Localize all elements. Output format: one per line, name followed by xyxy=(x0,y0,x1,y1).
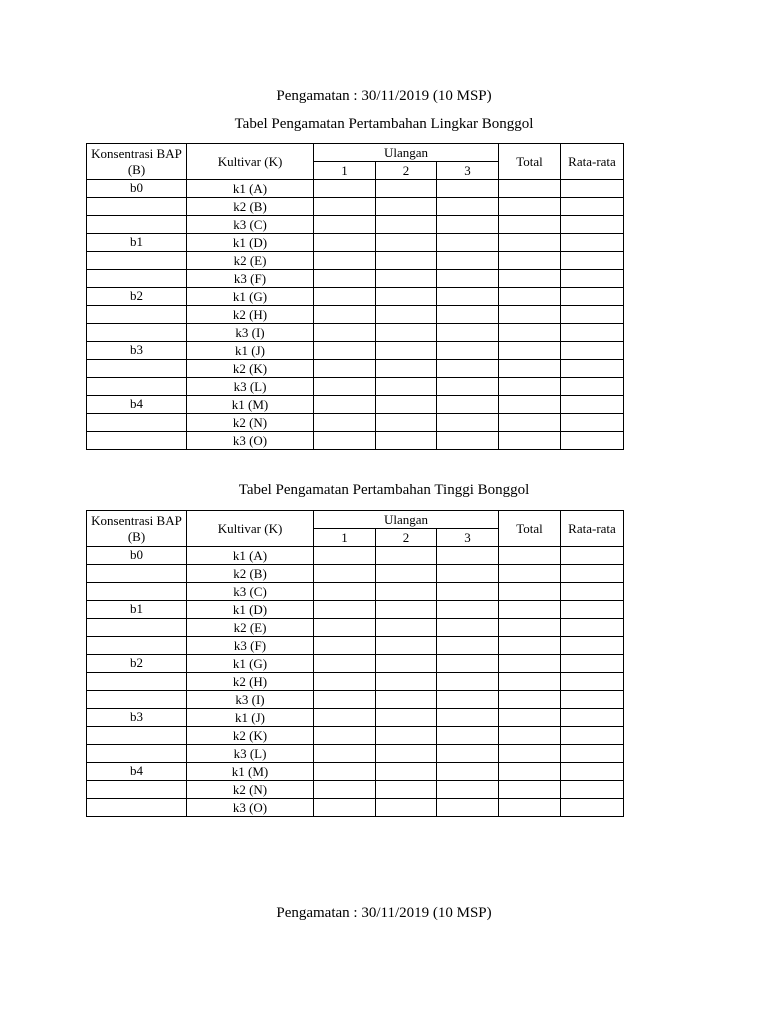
cell-ulangan-2 xyxy=(376,216,437,234)
cell-total xyxy=(499,432,561,450)
cell-ulangan-1 xyxy=(314,324,376,342)
cell-kultivar: k1 (A) xyxy=(187,547,314,565)
cell-ulangan-1 xyxy=(314,414,376,432)
cell-ulangan-2 xyxy=(376,583,437,601)
table-title-tinggi: Tabel Pengamatan Pertambahan Tinggi Bonggol xyxy=(238,482,530,498)
cell-rata-rata xyxy=(561,234,624,252)
header-ulangan: Ulangan xyxy=(314,144,499,162)
cell-kultivar: k3 (I) xyxy=(187,691,314,709)
cell-konsentrasi xyxy=(87,270,187,288)
cell-ulangan-3 xyxy=(437,763,499,781)
cell-ulangan-1 xyxy=(314,288,376,306)
table-row xyxy=(87,745,624,763)
cell-konsentrasi xyxy=(87,198,187,216)
table-row xyxy=(87,414,624,432)
cell-konsentrasi: b1 xyxy=(87,601,187,619)
cell-ulangan-3 xyxy=(437,547,499,565)
cell-kultivar: k3 (F) xyxy=(187,270,314,288)
cell-konsentrasi: b2 xyxy=(87,288,187,306)
cell-kultivar: k2 (B) xyxy=(187,198,314,216)
cell-konsentrasi xyxy=(87,378,187,396)
cell-total xyxy=(499,547,561,565)
table-row xyxy=(87,655,624,673)
cell-rata-rata xyxy=(561,655,624,673)
cell-ulangan-1 xyxy=(314,547,376,565)
cell-ulangan-3 xyxy=(437,342,499,360)
cell-ulangan-3 xyxy=(437,324,499,342)
cell-total xyxy=(499,270,561,288)
cell-rata-rata xyxy=(561,583,624,601)
table-row xyxy=(87,583,624,601)
cell-total xyxy=(499,799,561,817)
cell-ulangan-2 xyxy=(376,342,437,360)
cell-rata-rata xyxy=(561,342,624,360)
cell-ulangan-1 xyxy=(314,709,376,727)
cell-ulangan-2 xyxy=(376,396,437,414)
cell-kultivar: k2 (B) xyxy=(187,565,314,583)
cell-rata-rata xyxy=(561,781,624,799)
header-ulangan-2: 2 xyxy=(376,162,437,180)
cell-ulangan-2 xyxy=(376,414,437,432)
cell-rata-rata xyxy=(561,619,624,637)
cell-rata-rata xyxy=(561,637,624,655)
cell-rata-rata xyxy=(561,378,624,396)
table-row xyxy=(87,270,624,288)
cell-konsentrasi xyxy=(87,306,187,324)
cell-ulangan-3 xyxy=(437,727,499,745)
cell-konsentrasi: b4 xyxy=(87,396,187,414)
cell-rata-rata xyxy=(561,180,624,198)
cell-ulangan-2 xyxy=(376,637,437,655)
header-ulangan: Ulangan xyxy=(314,511,499,529)
table-row xyxy=(87,396,624,414)
cell-rata-rata xyxy=(561,691,624,709)
table-row xyxy=(87,180,624,198)
cell-konsentrasi xyxy=(87,414,187,432)
cell-ulangan-2 xyxy=(376,288,437,306)
cell-total xyxy=(499,565,561,583)
cell-ulangan-3 xyxy=(437,781,499,799)
cell-ulangan-3 xyxy=(437,673,499,691)
cell-konsentrasi xyxy=(87,432,187,450)
cell-total xyxy=(499,360,561,378)
cell-total xyxy=(499,583,561,601)
cell-rata-rata xyxy=(561,288,624,306)
table-row xyxy=(87,565,624,583)
cell-ulangan-3 xyxy=(437,619,499,637)
cell-total xyxy=(499,673,561,691)
header-row xyxy=(87,144,624,162)
header-konsentrasi: Konsentrasi BAP (B) xyxy=(87,511,187,547)
cell-rata-rata xyxy=(561,324,624,342)
cell-rata-rata xyxy=(561,547,624,565)
cell-kultivar: k2 (N) xyxy=(187,781,314,799)
cell-kultivar: k3 (I) xyxy=(187,324,314,342)
cell-ulangan-2 xyxy=(376,234,437,252)
cell-konsentrasi xyxy=(87,583,187,601)
cell-kultivar: k2 (E) xyxy=(187,252,314,270)
cell-ulangan-1 xyxy=(314,781,376,799)
cell-ulangan-3 xyxy=(437,637,499,655)
cell-konsentrasi xyxy=(87,799,187,817)
table-row xyxy=(87,306,624,324)
cell-ulangan-1 xyxy=(314,601,376,619)
cell-kultivar: k2 (N) xyxy=(187,414,314,432)
cell-ulangan-2 xyxy=(376,673,437,691)
cell-rata-rata xyxy=(561,565,624,583)
cell-ulangan-2 xyxy=(376,547,437,565)
cell-ulangan-2 xyxy=(376,432,437,450)
cell-kultivar: k2 (H) xyxy=(187,673,314,691)
cell-total xyxy=(499,619,561,637)
cell-ulangan-3 xyxy=(437,745,499,763)
table-lingkar-bonggol xyxy=(86,143,624,450)
cell-total xyxy=(499,378,561,396)
cell-ulangan-2 xyxy=(376,799,437,817)
cell-ulangan-3 xyxy=(437,306,499,324)
cell-total xyxy=(499,781,561,799)
cell-ulangan-3 xyxy=(437,270,499,288)
cell-konsentrasi xyxy=(87,673,187,691)
cell-ulangan-3 xyxy=(437,565,499,583)
cell-konsentrasi xyxy=(87,360,187,378)
cell-kultivar: k1 (D) xyxy=(187,601,314,619)
cell-konsentrasi xyxy=(87,216,187,234)
table-row xyxy=(87,234,624,252)
cell-ulangan-1 xyxy=(314,342,376,360)
cell-ulangan-1 xyxy=(314,396,376,414)
cell-rata-rata xyxy=(561,727,624,745)
cell-ulangan-1 xyxy=(314,180,376,198)
cell-ulangan-1 xyxy=(314,565,376,583)
cell-rata-rata xyxy=(561,601,624,619)
cell-total xyxy=(499,252,561,270)
cell-total xyxy=(499,709,561,727)
cell-ulangan-1 xyxy=(314,432,376,450)
cell-ulangan-1 xyxy=(314,673,376,691)
cell-kultivar: k3 (F) xyxy=(187,637,314,655)
table-row xyxy=(87,198,624,216)
cell-total xyxy=(499,324,561,342)
cell-konsentrasi: b0 xyxy=(87,180,187,198)
header-ulangan-1: 1 xyxy=(314,162,376,180)
cell-kultivar: k2 (E) xyxy=(187,619,314,637)
cell-total xyxy=(499,745,561,763)
cell-ulangan-1 xyxy=(314,727,376,745)
cell-ulangan-2 xyxy=(376,198,437,216)
page-heading-bottom: Pengamatan : 30/11/2019 (10 MSP) xyxy=(276,905,492,921)
cell-ulangan-1 xyxy=(314,763,376,781)
table-row xyxy=(87,781,624,799)
cell-rata-rata xyxy=(561,198,624,216)
cell-ulangan-2 xyxy=(376,745,437,763)
cell-ulangan-2 xyxy=(376,378,437,396)
cell-kultivar: k1 (D) xyxy=(187,234,314,252)
cell-rata-rata xyxy=(561,763,624,781)
cell-konsentrasi: b2 xyxy=(87,655,187,673)
cell-ulangan-3 xyxy=(437,799,499,817)
cell-konsentrasi: b0 xyxy=(87,547,187,565)
cell-rata-rata xyxy=(561,673,624,691)
cell-kultivar: k3 (O) xyxy=(187,799,314,817)
table-row xyxy=(87,324,624,342)
cell-ulangan-2 xyxy=(376,691,437,709)
table-row xyxy=(87,252,624,270)
cell-ulangan-3 xyxy=(437,378,499,396)
cell-konsentrasi xyxy=(87,691,187,709)
cell-kultivar: k3 (L) xyxy=(187,378,314,396)
header-row xyxy=(87,511,624,529)
cell-ulangan-2 xyxy=(376,709,437,727)
table-row xyxy=(87,288,624,306)
cell-konsentrasi: b3 xyxy=(87,342,187,360)
cell-ulangan-1 xyxy=(314,619,376,637)
cell-rata-rata xyxy=(561,252,624,270)
table-row xyxy=(87,637,624,655)
cell-total xyxy=(499,727,561,745)
cell-ulangan-2 xyxy=(376,727,437,745)
cell-ulangan-2 xyxy=(376,306,437,324)
cell-ulangan-1 xyxy=(314,378,376,396)
table-row xyxy=(87,799,624,817)
cell-rata-rata xyxy=(561,360,624,378)
cell-ulangan-1 xyxy=(314,655,376,673)
cell-konsentrasi xyxy=(87,324,187,342)
cell-ulangan-2 xyxy=(376,270,437,288)
cell-ulangan-2 xyxy=(376,360,437,378)
cell-rata-rata xyxy=(561,216,624,234)
cell-ulangan-3 xyxy=(437,601,499,619)
cell-konsentrasi: b3 xyxy=(87,709,187,727)
cell-ulangan-3 xyxy=(437,691,499,709)
table-row xyxy=(87,601,624,619)
cell-kultivar: k3 (C) xyxy=(187,583,314,601)
cell-ulangan-1 xyxy=(314,270,376,288)
header-rata-rata: Rata-rata xyxy=(561,511,624,547)
cell-ulangan-3 xyxy=(437,234,499,252)
cell-kultivar: k2 (H) xyxy=(187,306,314,324)
cell-ulangan-1 xyxy=(314,637,376,655)
cell-kultivar: k2 (K) xyxy=(187,360,314,378)
header-konsentrasi: Konsentrasi BAP (B) xyxy=(87,144,187,180)
cell-ulangan-1 xyxy=(314,745,376,763)
cell-ulangan-3 xyxy=(437,709,499,727)
cell-kultivar: k2 (K) xyxy=(187,727,314,745)
cell-ulangan-3 xyxy=(437,288,499,306)
cell-total xyxy=(499,655,561,673)
cell-ulangan-3 xyxy=(437,583,499,601)
cell-total xyxy=(499,601,561,619)
cell-kultivar: k1 (G) xyxy=(187,288,314,306)
cell-rata-rata xyxy=(561,414,624,432)
cell-kultivar: k3 (C) xyxy=(187,216,314,234)
cell-ulangan-3 xyxy=(437,414,499,432)
cell-total xyxy=(499,396,561,414)
cell-kultivar: k1 (A) xyxy=(187,180,314,198)
cell-ulangan-3 xyxy=(437,360,499,378)
table-row xyxy=(87,432,624,450)
cell-ulangan-1 xyxy=(314,252,376,270)
header-kultivar: Kultivar (K) xyxy=(187,511,314,547)
cell-kultivar: k1 (M) xyxy=(187,396,314,414)
header-rata-rata: Rata-rata xyxy=(561,144,624,180)
cell-konsentrasi xyxy=(87,619,187,637)
cell-ulangan-2 xyxy=(376,252,437,270)
cell-rata-rata xyxy=(561,306,624,324)
table-row xyxy=(87,691,624,709)
cell-ulangan-3 xyxy=(437,432,499,450)
cell-ulangan-2 xyxy=(376,565,437,583)
cell-ulangan-1 xyxy=(314,234,376,252)
page-heading-top: Pengamatan : 30/11/2019 (10 MSP) xyxy=(276,88,492,104)
table-title-lingkar: Tabel Pengamatan Pertambahan Lingkar Bonggol xyxy=(234,116,534,132)
cell-kultivar: k1 (G) xyxy=(187,655,314,673)
cell-ulangan-1 xyxy=(314,306,376,324)
cell-konsentrasi xyxy=(87,781,187,799)
cell-konsentrasi xyxy=(87,637,187,655)
table-tinggi-bonggol xyxy=(86,510,624,817)
cell-ulangan-3 xyxy=(437,198,499,216)
cell-kultivar: k1 (J) xyxy=(187,342,314,360)
cell-rata-rata xyxy=(561,799,624,817)
cell-ulangan-1 xyxy=(314,799,376,817)
cell-konsentrasi xyxy=(87,727,187,745)
cell-ulangan-2 xyxy=(376,324,437,342)
header-total: Total xyxy=(499,144,561,180)
cell-rata-rata xyxy=(561,745,624,763)
cell-total xyxy=(499,637,561,655)
cell-konsentrasi: b1 xyxy=(87,234,187,252)
cell-ulangan-2 xyxy=(376,655,437,673)
cell-rata-rata xyxy=(561,709,624,727)
cell-kultivar: k1 (J) xyxy=(187,709,314,727)
cell-kultivar: k3 (L) xyxy=(187,745,314,763)
cell-ulangan-1 xyxy=(314,198,376,216)
cell-konsentrasi: b4 xyxy=(87,763,187,781)
table-row xyxy=(87,547,624,565)
cell-ulangan-2 xyxy=(376,180,437,198)
cell-total xyxy=(499,342,561,360)
cell-total xyxy=(499,691,561,709)
cell-total xyxy=(499,288,561,306)
header-ulangan-2: 2 xyxy=(376,529,437,547)
table-row xyxy=(87,763,624,781)
cell-ulangan-3 xyxy=(437,216,499,234)
cell-total xyxy=(499,763,561,781)
cell-konsentrasi xyxy=(87,252,187,270)
cell-ulangan-2 xyxy=(376,781,437,799)
table-row xyxy=(87,619,624,637)
cell-ulangan-1 xyxy=(314,216,376,234)
cell-rata-rata xyxy=(561,270,624,288)
cell-ulangan-1 xyxy=(314,583,376,601)
cell-ulangan-1 xyxy=(314,691,376,709)
cell-total xyxy=(499,414,561,432)
cell-total xyxy=(499,198,561,216)
table-row xyxy=(87,727,624,745)
table-row xyxy=(87,709,624,727)
cell-kultivar: k3 (O) xyxy=(187,432,314,450)
cell-ulangan-2 xyxy=(376,619,437,637)
cell-ulangan-3 xyxy=(437,252,499,270)
cell-ulangan-3 xyxy=(437,396,499,414)
header-ulangan-3: 3 xyxy=(437,162,499,180)
cell-rata-rata xyxy=(561,432,624,450)
cell-total xyxy=(499,306,561,324)
header-kultivar: Kultivar (K) xyxy=(187,144,314,180)
cell-ulangan-3 xyxy=(437,180,499,198)
cell-konsentrasi xyxy=(87,745,187,763)
cell-ulangan-3 xyxy=(437,655,499,673)
table-row xyxy=(87,360,624,378)
cell-total xyxy=(499,180,561,198)
cell-konsentrasi xyxy=(87,565,187,583)
cell-total xyxy=(499,216,561,234)
table-row xyxy=(87,216,624,234)
header-total: Total xyxy=(499,511,561,547)
cell-ulangan-2 xyxy=(376,763,437,781)
cell-rata-rata xyxy=(561,396,624,414)
table-row xyxy=(87,342,624,360)
cell-ulangan-1 xyxy=(314,360,376,378)
cell-total xyxy=(499,234,561,252)
cell-kultivar: k1 (M) xyxy=(187,763,314,781)
table-row xyxy=(87,378,624,396)
header-ulangan-1: 1 xyxy=(314,529,376,547)
table-row xyxy=(87,673,624,691)
cell-ulangan-2 xyxy=(376,601,437,619)
header-ulangan-3: 3 xyxy=(437,529,499,547)
